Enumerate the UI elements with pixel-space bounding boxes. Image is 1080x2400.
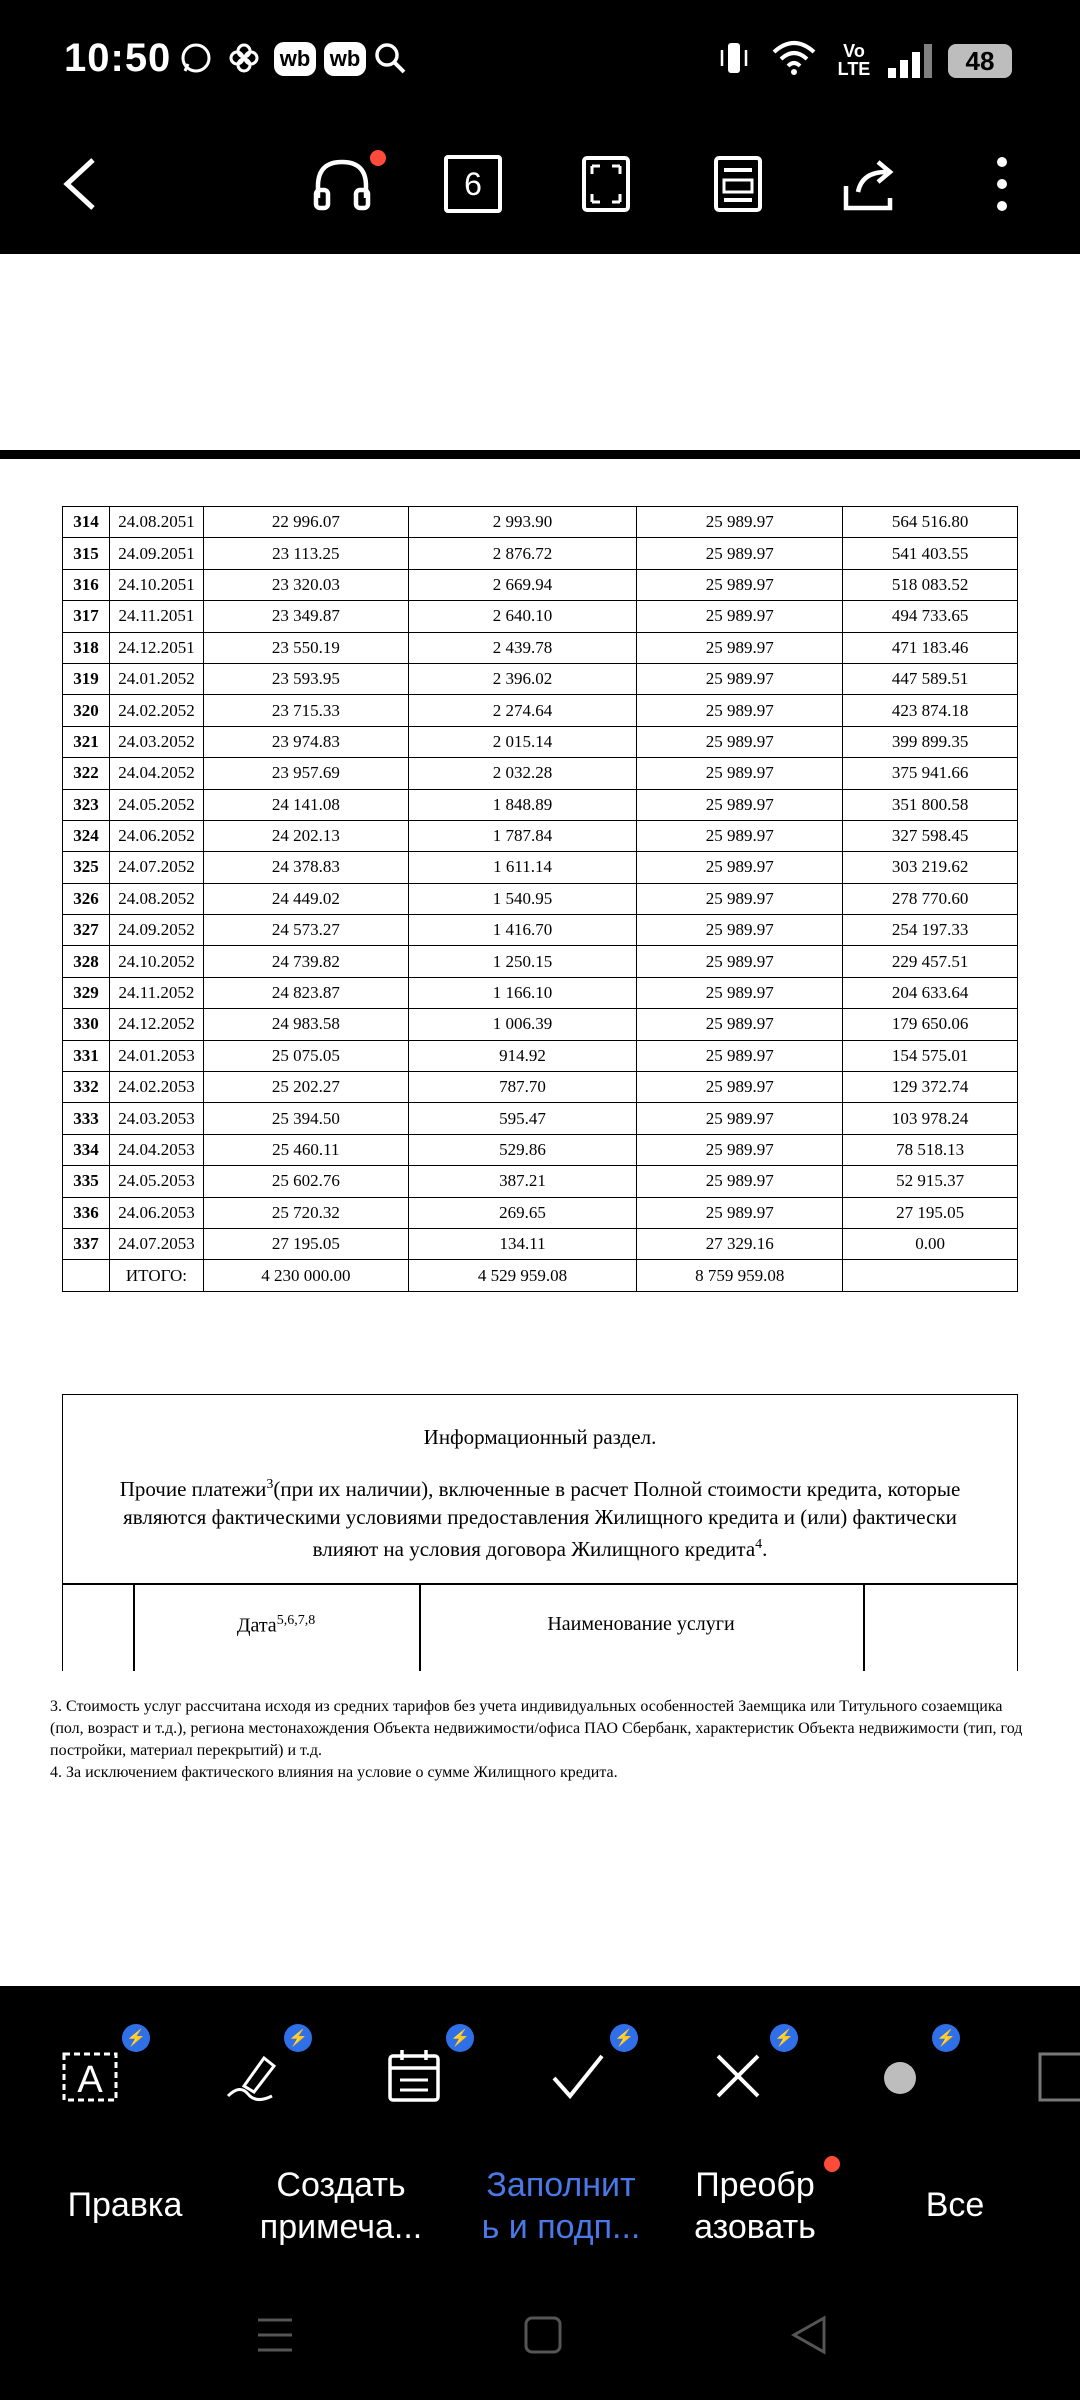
table-cell: 134.11 [408, 1228, 637, 1259]
table-cell: 24.10.2051 [109, 569, 203, 600]
table-cell: 2 876.72 [408, 538, 637, 569]
table-cell: 25 989.97 [637, 1166, 843, 1197]
info-text-part: . [762, 1537, 768, 1561]
back-nav-button[interactable] [786, 2312, 832, 2358]
footnote-ref: 3 [266, 1477, 274, 1492]
table-cell: 2 032.28 [408, 758, 637, 789]
table-cell: 2 396.02 [408, 663, 637, 694]
column-divider [863, 1583, 865, 1671]
footnote-ref: 5,6,7,8 [276, 1613, 316, 1628]
table-cell: 327 [63, 915, 110, 946]
footnote-4: 4. За исключением фактического влияния на условие о сумме Жилищного кредита. [50, 1764, 618, 1781]
table-row [63, 1072, 1018, 1103]
reading-mode-icon[interactable] [702, 148, 774, 220]
table-cell: 129 372.74 [843, 1072, 1018, 1103]
table-cell: 326 [63, 883, 110, 914]
cross-tool[interactable] [706, 2030, 794, 2108]
table-cell: 375 941.66 [843, 758, 1018, 789]
table-row [63, 1166, 1018, 1197]
table-cell: 25 989.97 [637, 601, 843, 632]
table-cell: 321 [63, 726, 110, 757]
table-cell: 24.09.2052 [109, 915, 203, 946]
table-cell: 25 989.97 [637, 1103, 843, 1134]
table-cell: 24.05.2052 [109, 789, 203, 820]
search-icon [372, 40, 408, 76]
table-cell: 333 [63, 1103, 110, 1134]
table-cell: 318 [63, 632, 110, 663]
table-cell: 328 [63, 946, 110, 977]
table-cell: 25 602.76 [203, 1166, 408, 1197]
table-cell: 471 183.46 [843, 632, 1018, 663]
table-cell: 25 989.97 [637, 695, 843, 726]
table-cell: 787.70 [408, 1072, 637, 1103]
table-cell: 24 739.82 [203, 946, 408, 977]
lightning-icon: ⚡ [610, 2024, 638, 2052]
table-row [63, 946, 1018, 977]
table-cell: 25 989.97 [637, 852, 843, 883]
table-row [63, 758, 1018, 789]
table-cell: ИТОГО: [109, 1260, 203, 1291]
table-row [63, 1040, 1018, 1071]
table-cell: 27 195.05 [843, 1197, 1018, 1228]
table-cell: 303 219.62 [843, 852, 1018, 883]
table-cell: 24.11.2051 [109, 601, 203, 632]
table-cell: 25 989.97 [637, 569, 843, 600]
menu-convert[interactable] [670, 2164, 840, 2248]
table-cell: 324 [63, 820, 110, 851]
table-cell: 25 394.50 [203, 1103, 408, 1134]
table-row [63, 1103, 1018, 1134]
table-cell: 327 598.45 [843, 820, 1018, 851]
table-cell: 24.02.2052 [109, 695, 203, 726]
table-cell: 25 989.97 [637, 758, 843, 789]
table-row [63, 663, 1018, 694]
table-cell: 1 540.95 [408, 883, 637, 914]
table-cell: 322 [63, 758, 110, 789]
table-cell: 229 457.51 [843, 946, 1018, 977]
table-cell: 254 197.33 [843, 915, 1018, 946]
menu-label: Преобр [695, 2166, 815, 2204]
menu-label: Создать [276, 2166, 406, 2204]
table-cell: 0.00 [843, 1228, 1018, 1259]
table-cell: 8 759 959.08 [637, 1260, 843, 1291]
table-cell: 25 460.11 [203, 1134, 408, 1165]
table-row [63, 883, 1018, 914]
table-cell: 4 230 000.00 [203, 1260, 408, 1291]
notification-dot [370, 150, 386, 166]
table-row [63, 601, 1018, 632]
lightning-icon: ⚡ [446, 2024, 474, 2052]
table-cell: 1 166.10 [408, 977, 637, 1008]
footnote-ref: 4 [755, 1537, 763, 1552]
table-cell: 179 650.06 [843, 1009, 1018, 1040]
column-header-service: Наименование услуги [547, 1613, 735, 1635]
table-cell: 518 083.52 [843, 569, 1018, 600]
table-cell: 316 [63, 569, 110, 600]
info-title: Информационный раздел. [423, 1425, 657, 1449]
table-cell: 25 989.97 [637, 1197, 843, 1228]
menu-label: Заполнит [486, 2166, 636, 2204]
top-toolbar [0, 120, 1080, 254]
checkmark-tool[interactable] [546, 2030, 634, 2108]
table-cell: 204 633.64 [843, 977, 1018, 1008]
table-cell: 529.86 [408, 1134, 637, 1165]
table-cell: 334 [63, 1134, 110, 1165]
share-icon[interactable] [834, 148, 906, 220]
table-cell: 52 915.37 [843, 1166, 1018, 1197]
info-text-part: Прочие платежи [119, 1477, 267, 1501]
back-button[interactable] [44, 148, 116, 220]
signature-tool[interactable] [220, 2030, 308, 2108]
table-cell: 329 [63, 977, 110, 1008]
table-cell: 2 669.94 [408, 569, 637, 600]
svg-text:A: A [77, 2059, 103, 2101]
table-cell: 399 899.35 [843, 726, 1018, 757]
recent-apps-button[interactable] [252, 2312, 298, 2358]
table-cell: 25 989.97 [637, 1134, 843, 1165]
table-cell: 331 [63, 1040, 110, 1071]
date-tool[interactable] [382, 2030, 470, 2108]
table-row [63, 1009, 1018, 1040]
table-cell: 24 449.02 [203, 883, 408, 914]
headphones-icon[interactable] [306, 148, 378, 220]
table-cell: 2 640.10 [408, 601, 637, 632]
table-cell: 25 989.97 [637, 977, 843, 1008]
status-bar [0, 0, 1080, 120]
payment-schedule-table [62, 506, 1018, 1292]
page-count-badge: 6 [444, 155, 502, 213]
table-cell: 25 989.97 [637, 1072, 843, 1103]
info-section [62, 1394, 1018, 1671]
table-row [63, 1228, 1018, 1259]
table-cell: 23 957.69 [203, 758, 408, 789]
table-cell: 351 800.58 [843, 789, 1018, 820]
table-row [63, 820, 1018, 851]
table-cell: 23 593.95 [203, 663, 408, 694]
table-cell [63, 1260, 110, 1291]
table-cell: 24.01.2053 [109, 1040, 203, 1071]
table-cell: 24.08.2052 [109, 883, 203, 914]
table-cell: 24.05.2053 [109, 1166, 203, 1197]
page-count-button[interactable] [437, 148, 509, 220]
info-text-part: (при их наличии), включенные в расчет Полной стоимости кредита, которые являются фактическими условиями предоставления Жилищного кредита и (или) фактически влияют на условия договора Жилищного кредита [123, 1477, 961, 1561]
table-cell: 2 993.90 [408, 507, 637, 538]
table-row [63, 915, 1018, 946]
table-cell: 24.02.2053 [109, 1072, 203, 1103]
table-cell: 914.92 [408, 1040, 637, 1071]
table-cell: 564 516.80 [843, 507, 1018, 538]
table-cell: 25 989.97 [637, 663, 843, 694]
menu-all[interactable]: Все [925, 2186, 985, 2224]
menu-fill-sign[interactable] [456, 2164, 666, 2248]
table-cell: 25 989.97 [637, 507, 843, 538]
table-cell: 25 989.97 [637, 883, 843, 914]
lightning-icon: ⚡ [284, 2024, 312, 2052]
table-cell: 78 518.13 [843, 1134, 1018, 1165]
table-cell: 25 989.97 [637, 1040, 843, 1071]
table-cell: 24 202.13 [203, 820, 408, 851]
status-time: 10:50 [64, 36, 172, 80]
table-divider [63, 1583, 1017, 1585]
table-row [63, 1197, 1018, 1228]
table-cell: 335 [63, 1166, 110, 1197]
table-cell: 24.01.2052 [109, 663, 203, 694]
table-cell: 319 [63, 663, 110, 694]
table-cell: 447 589.51 [843, 663, 1018, 694]
table-cell: 336 [63, 1197, 110, 1228]
table-cell: 494 733.65 [843, 601, 1018, 632]
table-cell: 25 989.97 [637, 1009, 843, 1040]
table-cell: 25 202.27 [203, 1072, 408, 1103]
table-cell: 25 075.05 [203, 1040, 408, 1071]
table-cell: 24.10.2052 [109, 946, 203, 977]
table-cell: 330 [63, 1009, 110, 1040]
table-row [63, 852, 1018, 883]
table-cell: 24.08.2051 [109, 507, 203, 538]
table-cell: 1 006.39 [408, 1009, 637, 1040]
table-cell: 24 378.83 [203, 852, 408, 883]
table-row [63, 789, 1018, 820]
table-row [63, 1134, 1018, 1165]
table-cell: 23 113.25 [203, 538, 408, 569]
table-cell: 24.03.2053 [109, 1103, 203, 1134]
wifi-icon [770, 40, 818, 76]
table-cell: 317 [63, 601, 110, 632]
battery-indicator: 48 [948, 44, 1012, 78]
footnote-3: 3. Стоимость услуг рассчитана исходя из средних тарифов без учета индивидуальных особенностей Заемщика или Титульного созаемщика (пол, возраст и т.д.), региона местонахождения Объекта недвижимости/офиса ПАО Сбербанк, характеристик Объекта недвижимости (тип, год постройки, материал перекрытий) и т.д. [50, 1698, 1023, 1759]
table-cell: 337 [63, 1228, 110, 1259]
table-cell: 27 195.05 [203, 1228, 408, 1259]
table-cell: 1 611.14 [408, 852, 637, 883]
info-text [93, 1471, 987, 1563]
table-cell: 1 848.89 [408, 789, 637, 820]
table-cell: 24.06.2052 [109, 820, 203, 851]
table-row [63, 538, 1018, 569]
table-cell: 595.47 [408, 1103, 637, 1134]
table-cell: 1 250.15 [408, 946, 637, 977]
table-cell: 25 720.32 [203, 1197, 408, 1228]
table-row [63, 507, 1018, 538]
table-cell: 2 439.78 [408, 632, 637, 663]
table-cell: 24.12.2052 [109, 1009, 203, 1040]
text-box-tool[interactable] [58, 2030, 146, 2108]
table-cell: 2 015.14 [408, 726, 637, 757]
table-row [63, 726, 1018, 757]
table-cell: 325 [63, 852, 110, 883]
table-cell: 24.03.2052 [109, 726, 203, 757]
table-cell: 323 [63, 789, 110, 820]
table-cell: 24 983.58 [203, 1009, 408, 1040]
table-cell: 23 974.83 [203, 726, 408, 757]
table-cell: 4 529 959.08 [408, 1260, 637, 1291]
table-cell: 269.65 [408, 1197, 637, 1228]
menu-label: примеча... [259, 2208, 423, 2246]
table-cell: 24 823.87 [203, 977, 408, 1008]
table-cell [843, 1260, 1018, 1291]
table-cell: 25 989.97 [637, 632, 843, 663]
table-cell: 25 989.97 [637, 915, 843, 946]
table-row [63, 695, 1018, 726]
table-row [63, 632, 1018, 663]
table-cell: 25 989.97 [637, 726, 843, 757]
home-button[interactable] [520, 2312, 566, 2358]
rectangle-tool[interactable] [1030, 2044, 1080, 2108]
table-cell: 24.04.2053 [109, 1134, 203, 1165]
fullscreen-icon[interactable] [570, 148, 642, 220]
table-cell: 24.11.2052 [109, 977, 203, 1008]
table-cell: 23 349.87 [203, 601, 408, 632]
table-cell: 25 989.97 [637, 820, 843, 851]
table-cell: 1 787.84 [408, 820, 637, 851]
table-cell: 23 715.33 [203, 695, 408, 726]
table-cell: 154 575.01 [843, 1040, 1018, 1071]
notification-dot [824, 2156, 840, 2172]
table-cell: 24.12.2051 [109, 632, 203, 663]
table-cell: 314 [63, 507, 110, 538]
table-row [63, 977, 1018, 1008]
table-cell: 23 320.03 [203, 569, 408, 600]
table-cell: 24.07.2052 [109, 852, 203, 883]
menu-label: азовать [694, 2208, 816, 2246]
table-cell: 25 989.97 [637, 946, 843, 977]
table-cell: 320 [63, 695, 110, 726]
table-cell: 25 989.97 [637, 789, 843, 820]
volte-indicator: Vo LTE [837, 41, 871, 79]
lightning-icon: ⚡ [122, 2024, 150, 2052]
table-total-row [63, 1260, 1018, 1291]
menu-create-note[interactable] [236, 2164, 446, 2248]
table-cell: 541 403.55 [843, 538, 1018, 569]
table-cell: 278 770.60 [843, 883, 1018, 914]
menu-edit[interactable]: Правка [67, 2186, 183, 2224]
table-cell: 24.04.2052 [109, 758, 203, 789]
table-cell: 315 [63, 538, 110, 569]
page-separator [0, 450, 1080, 459]
table-cell: 103 978.24 [843, 1103, 1018, 1134]
table-cell: 23 550.19 [203, 632, 408, 663]
dot-tool[interactable] [868, 2030, 956, 2108]
table-cell: 2 274.64 [408, 695, 637, 726]
pinwheel-icon [226, 40, 262, 76]
more-options-icon[interactable] [966, 148, 1038, 220]
table-cell: 1 416.70 [408, 915, 637, 946]
table-cell: 423 874.18 [843, 695, 1018, 726]
table-cell: 24.06.2053 [109, 1197, 203, 1228]
table-cell: 24 573.27 [203, 915, 408, 946]
whatsapp-icon [178, 40, 214, 76]
table-cell: 27 329.16 [637, 1228, 843, 1259]
wildberries-icon: wb [274, 42, 316, 76]
table-cell: 24.09.2051 [109, 538, 203, 569]
vibrate-icon [716, 40, 752, 76]
lightning-icon: ⚡ [770, 2024, 798, 2052]
table-cell: 387.21 [408, 1166, 637, 1197]
table-cell: 24.07.2053 [109, 1228, 203, 1259]
footnotes [50, 1696, 1030, 1784]
table-cell: 25 989.97 [637, 538, 843, 569]
column-header-label: Дата [236, 1614, 277, 1637]
table-cell: 332 [63, 1072, 110, 1103]
table-row [63, 569, 1018, 600]
signal-icon [888, 42, 932, 78]
table-cell: 24 141.08 [203, 789, 408, 820]
column-header-date [133, 1613, 419, 1638]
wildberries-icon: wb [324, 42, 366, 76]
menu-label: ь и подп... [481, 2208, 641, 2246]
lightning-icon: ⚡ [932, 2024, 960, 2052]
table-cell: 22 996.07 [203, 507, 408, 538]
